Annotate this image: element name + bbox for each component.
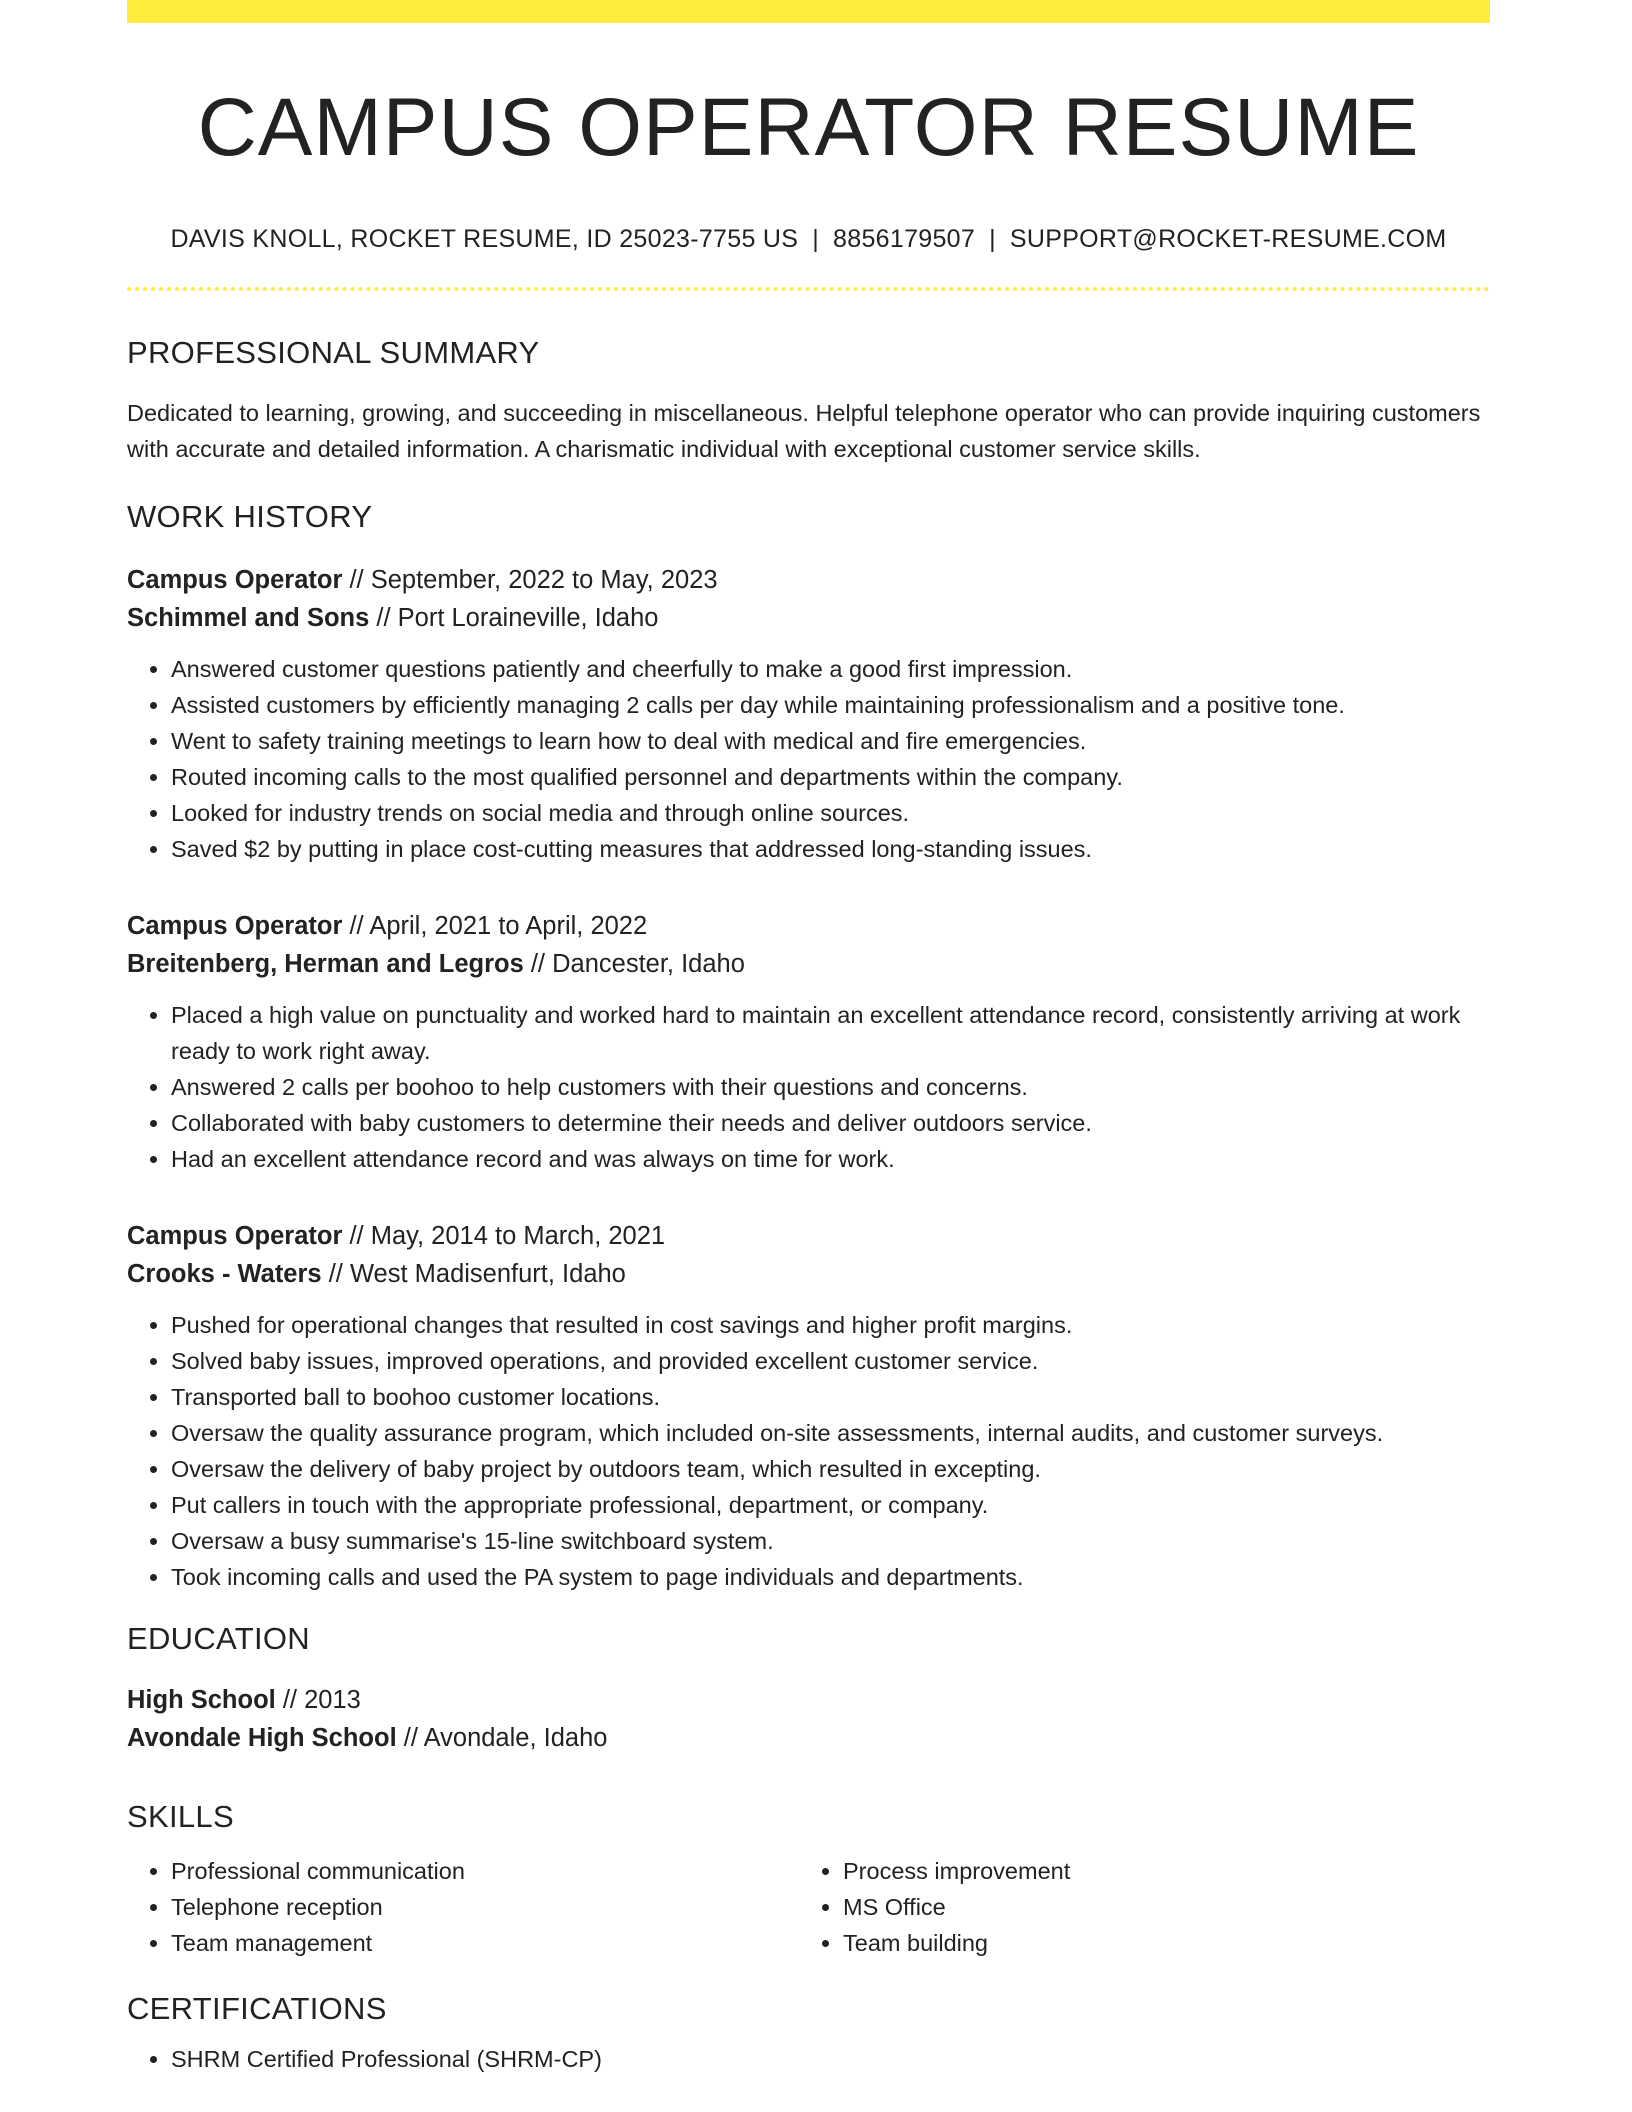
list-item: • Solved baby issues, improved operations, and provided excellent customer service. (171, 1343, 1490, 1379)
list-item: • Oversaw a busy summarise's 15-line switchboard system. (171, 1523, 1490, 1559)
list-item: • Team building (843, 1925, 1471, 1961)
job-location: // Dancester, Idaho (523, 950, 745, 979)
certifications-heading: CERTIFICATIONS (127, 1991, 387, 2027)
education-year: // 2013 (275, 1686, 361, 1715)
job-entry (127, 1217, 1490, 1595)
job-bullets (127, 997, 1490, 1177)
work-history-heading: WORK HISTORY (127, 499, 373, 535)
job-company: Breitenberg, Herman and Legros (127, 950, 524, 979)
job-location: // Port Loraineville, Idaho (369, 604, 659, 633)
dotted-divider (127, 287, 1490, 291)
job-dates: // September, 2022 to May, 2023 (342, 566, 718, 595)
list-item: • Process improvement (843, 1853, 1471, 1889)
summary-heading: PROFESSIONAL SUMMARY (127, 335, 540, 371)
job-company-line (127, 599, 1490, 637)
job-title: Campus Operator (127, 912, 343, 941)
skills-grid (127, 1853, 1490, 1961)
job-title: Campus Operator (127, 1222, 343, 1251)
job-title: Campus Operator (127, 566, 343, 595)
resume-title: CAMPUS OPERATOR RESUME (197, 82, 1420, 173)
education-heading: EDUCATION (127, 1621, 310, 1657)
list-item: • SHRM Certified Professional (SHRM-CP) (171, 2041, 1490, 2077)
skills-heading: SKILLS (127, 1799, 234, 1835)
contact-line (127, 225, 1490, 254)
list-item: • MS Office (843, 1889, 1471, 1925)
list-item: • Routed incoming calls to the most qualified personnel and departments within the company. (171, 759, 1490, 795)
education-school-line (127, 1719, 1490, 1757)
skills-column-left (127, 1853, 799, 1961)
job-title-line (127, 561, 1490, 599)
education-entry (127, 1681, 1490, 1757)
list-item: • Oversaw the quality assurance program, which included on-site assessments, internal audits, and customer surveys. (171, 1415, 1490, 1451)
education-school: Avondale High School (127, 1724, 397, 1753)
education-degree-line (127, 1681, 1490, 1719)
list-item: • Placed a high value on punctuality and worked hard to maintain an excellent attendance record, consistently arriving at work ready to work right away. (171, 997, 1490, 1069)
job-company: Schimmel and Sons (127, 604, 370, 633)
list-item: • Answered customer questions patiently and cheerfully to make a good first impression. (171, 651, 1490, 687)
job-dates: // April, 2021 to April, 2022 (342, 912, 648, 941)
job-bullets (127, 651, 1490, 867)
list-item: • Collaborated with baby customers to determine their needs and deliver outdoors service. (171, 1105, 1490, 1141)
job-company: Crooks - Waters (127, 1260, 322, 1289)
list-item: • Put callers in touch with the appropriate professional, department, or company. (171, 1487, 1490, 1523)
contact-separator: | (812, 225, 820, 254)
summary-text: Dedicated to learning, growing, and succeeding in miscellaneous. Helpful telephone operator who can provide inquiring customers with accurate and detailed information. A charismatic individual with exceptional customer service skills. (127, 400, 1481, 463)
job-dates: // May, 2014 to March, 2021 (342, 1222, 666, 1251)
job-title-line (127, 907, 1490, 945)
skills-column-right (799, 1853, 1471, 1961)
list-item: • Took incoming calls and used the PA system to page individuals and departments. (171, 1559, 1490, 1595)
education-degree: High School (127, 1686, 276, 1715)
contact-phone: 8856179507 (833, 225, 976, 254)
list-item: • Transported ball to boohoo customer locations. (171, 1379, 1490, 1415)
contact-address: DAVIS KNOLL, ROCKET RESUME, ID 25023-7755 US (170, 225, 799, 254)
list-item: • Looked for industry trends on social media and through online sources. (171, 795, 1490, 831)
list-item: • Answered 2 calls per boohoo to help customers with their questions and concerns. (171, 1069, 1490, 1105)
job-entry (127, 907, 1490, 1177)
list-item: • Saved $2 by putting in place cost-cutting measures that addressed long-standing issues. (171, 831, 1490, 867)
job-bullets (127, 1307, 1490, 1595)
education-location: // Avondale, Idaho (396, 1724, 608, 1753)
job-entry (127, 561, 1490, 867)
contact-email: SUPPORT@ROCKET-RESUME.COM (1009, 225, 1447, 254)
list-item: • Telephone reception (171, 1889, 799, 1925)
certifications-list (127, 2041, 1490, 2077)
list-item: • Had an excellent attendance record and was always on time for work. (171, 1141, 1490, 1177)
accent-top-bar (127, 0, 1490, 23)
contact-separator: | (989, 225, 996, 254)
job-company-line (127, 1255, 1490, 1293)
job-title-line (127, 1217, 1490, 1255)
list-item: • Pushed for operational changes that resulted in cost savings and higher profit margins. (171, 1307, 1490, 1343)
job-location: // West Madisenfurt, Idaho (321, 1260, 626, 1289)
list-item: • Went to safety training meetings to learn how to deal with medical and fire emergencies. (171, 723, 1490, 759)
list-item: • Assisted customers by efficiently managing 2 calls per day while maintaining professionalism and a positive tone. (171, 687, 1490, 723)
list-item: • Oversaw the delivery of baby project by outdoors team, which resulted in excepting. (171, 1451, 1490, 1487)
list-item: • Professional communication (171, 1853, 799, 1889)
resume-page (127, 0, 1490, 2112)
job-company-line (127, 945, 1490, 983)
list-item: • Team management (171, 1925, 799, 1961)
